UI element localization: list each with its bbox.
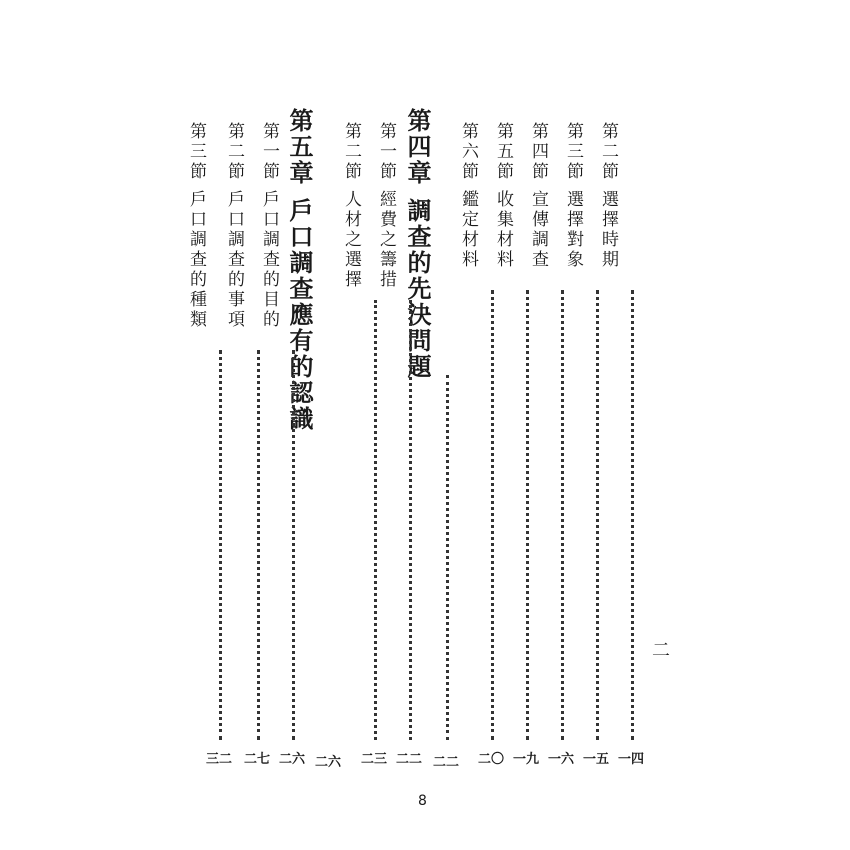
- entry-label: 第三節: [186, 122, 206, 182]
- entry-title: 收集材料: [493, 190, 513, 270]
- dot-leader: [409, 300, 412, 740]
- entry-page: 一五: [583, 752, 610, 767]
- dot-leader: [292, 350, 295, 740]
- entry-label: 第二節: [224, 122, 244, 182]
- dot-leader: [526, 290, 529, 740]
- chapter-title: 調查的先決問題: [403, 198, 432, 380]
- entry-page: 一四: [618, 752, 645, 767]
- dot-leader: [446, 375, 449, 740]
- entry-label: 第六節: [458, 122, 478, 182]
- chapter-label: 第四章: [403, 108, 432, 186]
- entry-page: 二〇: [478, 752, 505, 767]
- entry-label: 第一節: [376, 122, 396, 182]
- entry-page: 二三: [361, 752, 388, 767]
- entry-label: 第五節: [493, 122, 513, 182]
- entry-title: 經費之籌措: [376, 190, 396, 290]
- dot-leader: [631, 290, 634, 740]
- folio-number: 二: [649, 640, 670, 658]
- entry-label: 第三節: [563, 122, 583, 182]
- chapter-page: 二六: [315, 755, 342, 770]
- entry-page: 二六: [279, 752, 306, 767]
- entry-page: 一六: [548, 752, 575, 767]
- entry-title: 鑑定材料: [458, 190, 478, 270]
- dot-leader: [596, 290, 599, 740]
- dot-leader: [374, 300, 377, 740]
- dot-leader: [257, 350, 260, 740]
- entry-title: 戶口調查的種類: [186, 190, 206, 330]
- entry-title: 選擇時期: [598, 190, 618, 270]
- entry-page: 二二: [396, 752, 423, 767]
- entry-title: 戶口調查的事項: [224, 190, 244, 330]
- dot-leader: [491, 290, 494, 740]
- chapter-label: 第五章: [285, 108, 314, 186]
- chapter-title: 戶口調查應有的認識: [285, 198, 314, 432]
- entry-label: 第四節: [528, 122, 548, 182]
- entry-title: 選擇對象: [563, 190, 583, 270]
- entry-page: 二七: [244, 752, 271, 767]
- entry-title: 宣傳調查: [528, 190, 548, 270]
- entry-page: 三二: [206, 752, 233, 767]
- entry-page: 一九: [513, 752, 540, 767]
- entry-label: 第一節: [259, 122, 279, 182]
- dot-leader: [219, 350, 222, 740]
- entry-title: 戶口調查的目的: [259, 190, 279, 330]
- entry-label: 第二節: [598, 122, 618, 182]
- entry-label: 第二節: [341, 122, 361, 182]
- page-number: 8: [418, 793, 427, 809]
- entry-title: 人材之選擇: [341, 190, 361, 290]
- chapter-page: 二二: [433, 755, 460, 770]
- dot-leader: [561, 290, 564, 740]
